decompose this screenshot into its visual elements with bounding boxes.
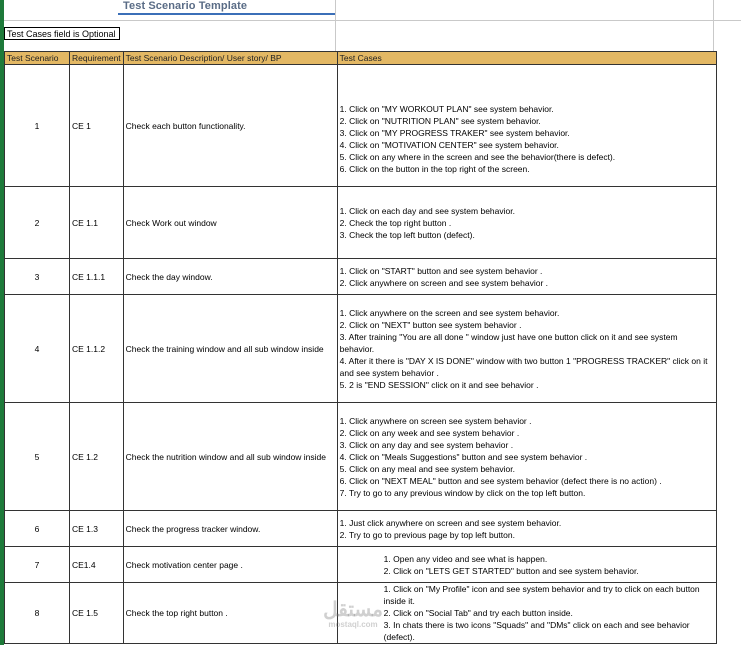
test-case-line: 2. Click on "NUTRITION PLAN" see system behavior.: [339, 115, 541, 126]
table-row: [5, 547, 717, 583]
table-row: [5, 259, 717, 295]
test-case-line: 6. Click on the button in the top right of the screen.: [339, 163, 530, 174]
test-case-line: 5. 2 is "END SESSION" click on it and see behavior .: [339, 379, 539, 390]
table-row: [5, 187, 717, 259]
table-row: [5, 295, 717, 403]
header-description[interactable]: Test Scenario Description/ User story/ BP: [123, 52, 337, 65]
test-case-line: 1. Open any video and see what is happen.: [383, 553, 548, 564]
gridline: [335, 0, 336, 51]
test-case-line: 2. Click anywhere on screen and see system behavior .: [339, 277, 549, 288]
header-test-scenario[interactable]: Test Scenario: [5, 52, 70, 65]
test-case-line: 1. Click on "My Profile" icon and see system behavior and try to click on each button inside it.: [383, 584, 700, 606]
scenario-number-cell[interactable]: 3: [5, 259, 70, 295]
description-cell[interactable]: Check the progress tracker window.: [123, 511, 337, 547]
test-case-line: 7. Try to go to any previous window by click on the top left button.: [339, 487, 586, 498]
sheet-title: Test Scenario Template: [123, 0, 248, 12]
test-cases-cell[interactable]: [337, 295, 716, 403]
requirement-cell[interactable]: CE 1.1.2: [70, 295, 124, 403]
header-row: [5, 52, 717, 65]
requirement-cell[interactable]: CE 1.1.1: [70, 259, 124, 295]
test-case-line: 1. Click anywhere on the screen and see system behavior.: [339, 307, 560, 318]
table-row: [5, 511, 717, 547]
test-case-line: 2. Click on "NEXT" button see system behavior .: [339, 319, 522, 330]
test-case-line: 4. After it there is "DAY X IS DONE" window with two button 1 "PROGRESS TRACKER" click on it and see system behavior .: [339, 355, 708, 378]
description-cell[interactable]: Check each button functionality.: [123, 65, 337, 187]
test-cases-cell[interactable]: [337, 65, 716, 187]
test-case-line: 4. Click on "Meals Suggestions" button and see system behavior .: [339, 451, 588, 462]
scenario-number-cell[interactable]: 6: [5, 511, 70, 547]
watermark-logo: مستقل mostaql.com: [323, 599, 383, 629]
test-case-line: 5. Click on any where in the screen and see the behavior(there is defect).: [339, 151, 616, 162]
test-case-line: 2. Check the top right button .: [339, 217, 452, 228]
test-case-line: 2. Click on "Social Tab" and try each button inside.: [383, 608, 573, 618]
optional-note-cell[interactable]: Test Cases field is Optional: [4, 27, 120, 40]
scenario-number-cell[interactable]: 1: [5, 65, 70, 187]
scenario-number-cell[interactable]: 7: [5, 547, 70, 583]
title-underline: [118, 13, 335, 15]
test-case-line: 3. After training "You are all done " window just have one button click on it and see system behavior.: [339, 331, 678, 354]
test-cases-cell[interactable]: [337, 187, 716, 259]
test-case-line: 1. Click on "START" button and see system behavior .: [339, 265, 543, 276]
gridline: [713, 0, 714, 51]
description-cell[interactable]: Check the top right button .: [123, 583, 337, 644]
scenario-number-cell[interactable]: 4: [5, 295, 70, 403]
description-cell[interactable]: Check Work out window: [123, 187, 337, 259]
test-cases-cell[interactable]: [337, 511, 716, 547]
description-cell[interactable]: Check motivation center page .: [123, 547, 337, 583]
header-test-cases[interactable]: Test Cases: [337, 52, 716, 65]
header-requirement[interactable]: Requirement: [70, 52, 124, 65]
table-row: [5, 65, 717, 187]
table-row: [5, 403, 717, 511]
scenario-number-cell[interactable]: 2: [5, 187, 70, 259]
gridline: [4, 20, 741, 21]
scenario-number-cell[interactable]: 8: [5, 583, 70, 644]
requirement-cell[interactable]: CE 1: [70, 65, 124, 187]
test-cases-cell[interactable]: [337, 547, 716, 583]
scenario-number-cell[interactable]: 5: [5, 403, 70, 511]
test-cases-cell[interactable]: [337, 583, 716, 644]
test-case-line: 3. Click on any day and see system behavior .: [339, 439, 514, 450]
requirement-cell[interactable]: CE 1.1: [70, 187, 124, 259]
test-case-line: 3. Click on "MY PROGRESS TRAKER" see system behavior.: [339, 127, 570, 138]
test-case-line: 1. Click on "MY WORKOUT PLAN" see system behavior.: [339, 103, 554, 114]
test-case-line: 1. Click anywhere on screen see system behavior .: [339, 415, 532, 426]
test-case-line: 3. Check the top left button (defect).: [339, 229, 475, 240]
test-case-line: 1. Click on each day and see system behavior.: [339, 205, 515, 216]
test-case-line: 6. Click on "NEXT MEAL" button and see system behavior (defect there is no action) .: [339, 475, 662, 486]
description-cell[interactable]: Check the training window and all sub window inside: [123, 295, 337, 403]
requirement-cell[interactable]: CE1.4: [70, 547, 124, 583]
test-cases-cell[interactable]: [337, 259, 716, 295]
requirement-cell[interactable]: CE 1.3: [70, 511, 124, 547]
description-cell[interactable]: Check the nutrition window and all sub window inside: [123, 403, 337, 511]
description-cell[interactable]: Check the day window.: [123, 259, 337, 295]
requirement-cell[interactable]: CE 1.5: [70, 583, 124, 644]
requirement-cell[interactable]: CE 1.2: [70, 403, 124, 511]
test-cases-cell[interactable]: [337, 403, 716, 511]
test-case-line: 1. Just click anywhere on screen and see system behavior.: [339, 517, 562, 528]
test-case-line: 2. Click on "LETS GET STARTED" button and see system behavior.: [383, 565, 639, 576]
test-case-line: 3. In chats there is two icons "Squads" and "DMs" click on each and see behavior (defect).: [383, 620, 690, 642]
test-case-line: 2. Try to go to previous page by top left button.: [339, 529, 515, 540]
test-case-line: 4. Click on "MOTIVATION CENTER" see system behavior.: [339, 139, 559, 150]
test-scenario-table: [4, 51, 717, 644]
test-case-line: 2. Click on any week and see system behavior .: [339, 427, 520, 438]
test-case-line: 5. Click on any meal and see system behavior.: [339, 463, 515, 474]
